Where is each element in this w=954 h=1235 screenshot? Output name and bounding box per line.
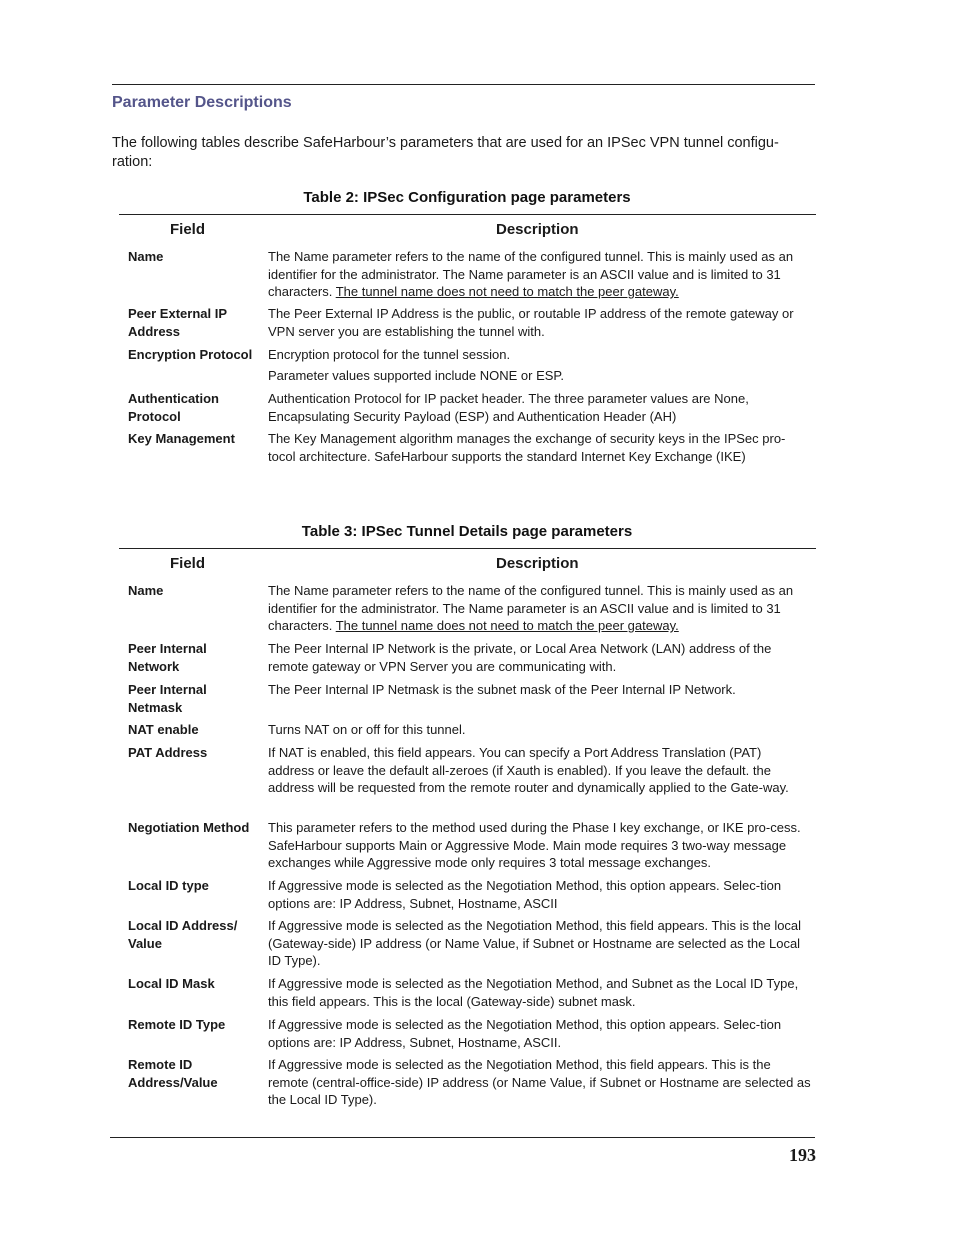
description-cell: If Aggressive mode is selected as the Negotiation Method, this option appears. Selec-tion options are: IP Address, Subnet, Hostname, ASCII: [268, 878, 782, 911]
description-cell: If Aggressive mode is selected as the Negotiation Method, this field appears. This is the remote (central-office-side) IP address (or Name Value, if Subnet or Hostname are selected as the Local ID Type).: [268, 1057, 811, 1107]
field-cell: Name: [128, 583, 164, 598]
description-header: Description: [496, 555, 579, 572]
description-note: The tunnel name does not need to match the peer gateway.: [335, 284, 679, 299]
description-note: The tunnel name does not need to match the peer gateway.: [335, 618, 679, 633]
field-cell: Local ID Address/ Value: [128, 918, 238, 951]
table2: [119, 214, 816, 464]
description-cell: The Peer External IP Address is the public, or routable IP address of the remote gateway or VPN server you are establishing the tunnel with.: [268, 306, 794, 339]
description-cell: If Aggressive mode is selected as the Negotiation Method, this field appears. This is the local (Gateway-side) IP address (or Name Value, if Subnet or Hostname are selected as the Local ID Type).: [268, 918, 802, 968]
field-cell: Name: [128, 249, 164, 264]
field-header: Field: [170, 221, 206, 238]
field-cell: Peer Internal Netmask: [128, 682, 207, 715]
field-cell: PAT Address: [128, 745, 208, 760]
description-text-2: Parameter values supported include NONE or ESP.: [268, 367, 565, 383]
intro-paragraph: The following tables describe SafeHarbour’s parameters that are used for an IPSec VPN tunnel configu-ration:: [112, 135, 779, 170]
description-cell: Authentication Protocol for IP packet header. The three parameter values are None, Encapsulating Security Payload (ESP) and Authentication Header (AH): [268, 391, 749, 424]
page-number: 193: [789, 1145, 816, 1165]
table3-header: [119, 549, 816, 580]
description-header: Description: [496, 221, 579, 238]
description-cell: If Aggressive mode is selected as the Negotiation Method, and Subnet as the Local ID Type, this field appears. This is the local (Gateway-side) subnet mask.: [268, 976, 799, 1009]
field-cell: Encryption Protocol: [128, 347, 253, 362]
description-cell: [268, 248, 811, 301]
field-cell: NAT enable: [128, 722, 199, 737]
section-heading: Parameter Descriptions: [112, 94, 292, 111]
description-text: The Name parameter refers to the name of the configured tunnel. This is mainly used as an identifier for the administrator. The Name parameter is an ASCII value and is limited to 31 characters.: [268, 249, 794, 299]
field-cell: Local ID Mask: [128, 976, 215, 991]
field-cell: Peer External IP Address: [128, 306, 227, 339]
description-cell: Turns NAT on or off for this tunnel.: [268, 722, 466, 737]
table3-caption: Table 3: IPSec Tunnel Details page parameters: [301, 523, 633, 540]
field-cell: Remote ID Type: [128, 1017, 226, 1032]
table2-caption: Table 2: IPSec Configuration page parameters: [303, 189, 631, 206]
bottom-rule: [110, 1137, 815, 1138]
field-cell: Key Management: [128, 431, 235, 446]
description-cell: [268, 346, 811, 387]
field-cell: Authentication Protocol: [128, 391, 219, 424]
description-cell: If NAT is enabled, this field appears. You can specify a Port Address Translation (PAT) address or leave the default all-zeroes (if Xauth is enabled). If you leave the default. the address will be requested from the remote router and dynamically applied to the Gate-way.: [268, 745, 789, 795]
field-cell: Remote ID Address/Value: [128, 1057, 218, 1090]
table2-header: [119, 215, 816, 246]
description-cell: The Peer Internal IP Netmask is the subnet mask of the Peer Internal IP Network.: [268, 682, 736, 697]
field-header: Field: [170, 555, 206, 572]
field-cell: Negotiation Method: [128, 820, 250, 835]
top-rule: [112, 84, 815, 85]
description-text: Encryption protocol for the tunnel session.: [268, 347, 511, 362]
description-cell: [268, 582, 811, 635]
table3: [119, 548, 816, 1107]
description-cell: The Peer Internal IP Network is the private, or Local Area Network (LAN) address of the remote gateway or VPN Server you are communicating with.: [268, 641, 772, 674]
description-cell: If Aggressive mode is selected as the Negotiation Method, this option appears. Selec-tion options are: IP Address, Subnet, Hostname, ASCII.: [268, 1017, 782, 1050]
description-cell: The Key Management algorithm manages the exchange of security keys in the IPSec pro-tocol architecture. SafeHarbour supports the standard Internet Key Exchange (IKE): [268, 431, 786, 464]
field-cell: Peer Internal Network: [128, 641, 207, 674]
description-cell: This parameter refers to the method used during the Phase I key exchange, or IKE pro-cess. SafeHarbour supports Main or Aggressive Mode. Main mode requires 3 two-way message exchanges while Aggressive mode only requires 3 total message exchanges.: [268, 820, 801, 870]
description-text: The Name parameter refers to the name of the configured tunnel. This is mainly used as an identifier for the administrator. The Name parameter is an ASCII value and is limited to 31 characters.: [268, 583, 794, 633]
field-cell: Local ID type: [128, 878, 209, 893]
